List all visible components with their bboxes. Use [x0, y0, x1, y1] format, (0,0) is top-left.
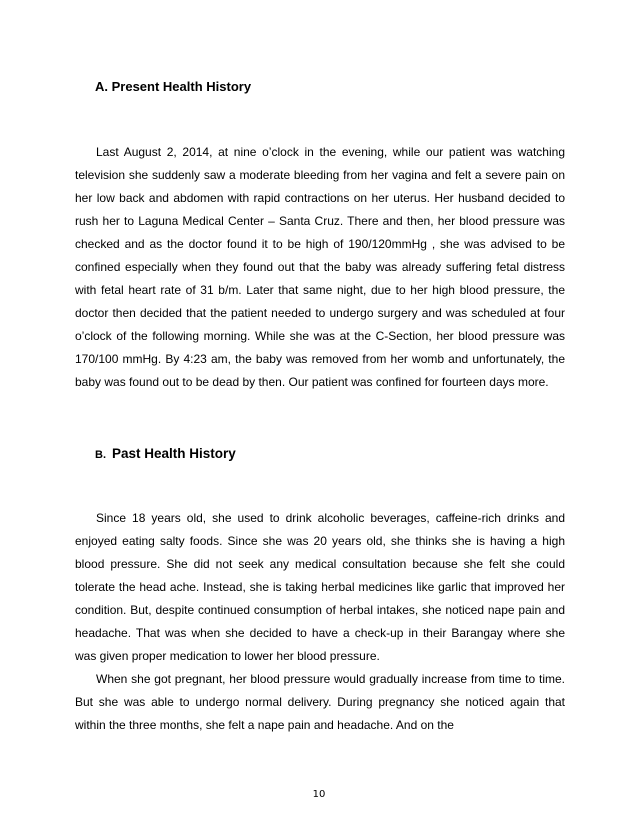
page-number: 10	[312, 789, 326, 800]
present-health-history-paragraph: Last August 2, 2014, at nine o’clock in the evening, while our patient was watching television she suddenly saw a moderate bleeding from her vagina and felt a severe pain on her low back and abdomen with rapid contractions on her uterus. Her husband decided to rush her to Laguna Medical Center – Santa Cruz. There and then, her blood pressure was checked and as the doctor found it to be high of 190/120mmHg , she was advised to be confined especially when they found out that the baby was already suffering fetal distress with fetal heart rate of 31 b/m. Later that same night, due to her high blood pressure, the doctor then decided that the patient needed to undergo surgery and was scheduled at four o’clock of the following morning. While she was at the C-Section, her blood pressure was 170/100 mmHg. By 4:23 am, the baby was removed from her womb and unfortunately, the baby was found out to be dead by then. Our patient was confined for fourteen days more.	[75, 145, 565, 389]
section-b-heading-text: Past Health History	[112, 446, 236, 461]
section-a-heading-text: A. Present Health History	[95, 79, 252, 94]
past-health-history-paragraph-2: When she got pregnant, her blood pressure would gradually increase from time to time. But she was able to undergo normal delivery. During pregnancy she noticed again that within the three months, she felt a nape pain and headache. And on the	[75, 672, 565, 732]
section-b-heading	[95, 446, 236, 461]
section-a-heading	[95, 79, 251, 94]
past-health-history-paragraph-1: Since 18 years old, she used to drink alcoholic beverages, caffeine-rich drinks and enjoyed eating salty foods. Since she was 20 years old, she thinks she is having a high blood pressure. She did not seek any medical consultation because she felt she could tolerate the head ache. Instead, she is taking herbal medicines like garlic that improved her condition. But, despite continued consumption of herbal intakes, she noticed nape pain and headache. That was when she decided to have a check-up in their Barangay where she was given proper medication to lower her blood pressure.	[75, 511, 565, 663]
section-b-letter: B.	[95, 449, 106, 461]
